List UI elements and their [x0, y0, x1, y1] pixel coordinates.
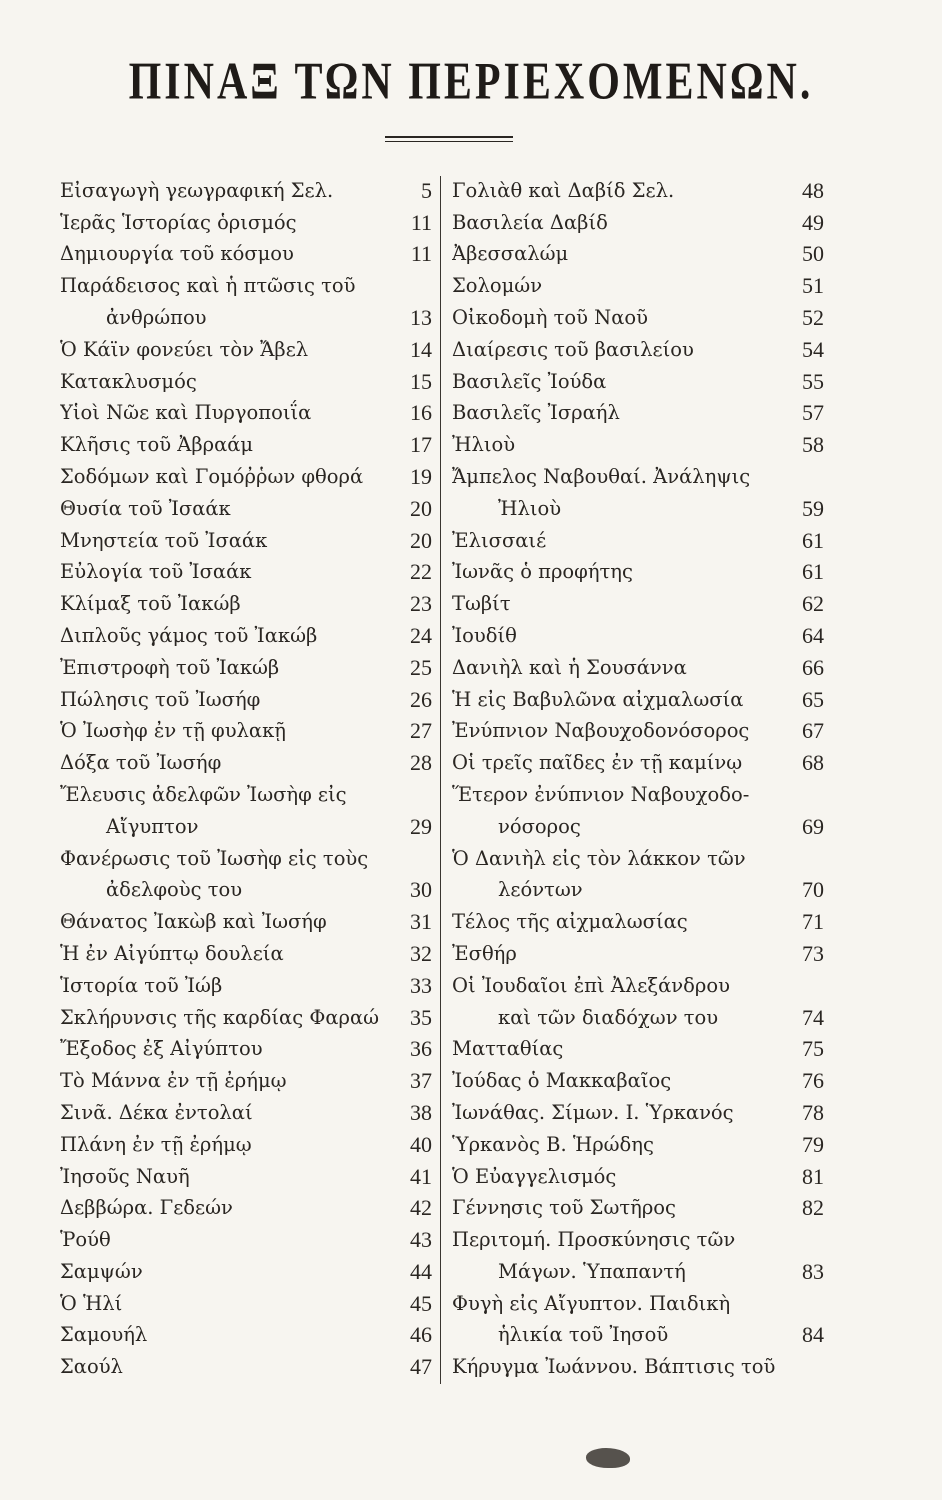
- contents-entry: [452, 204, 824, 236]
- entry-title: Οἱ τρεῖς παῖδες ἐν τῇ καμίνῳ: [452, 751, 743, 775]
- contents-entry: [60, 522, 432, 554]
- entry-page-number: 40: [410, 1131, 432, 1157]
- entry-page-number: 59: [802, 495, 824, 521]
- entry-page-number: 69: [802, 813, 824, 839]
- entry-page-number: 27: [410, 718, 432, 744]
- entry-title: Οἰκοδομὴ τοῦ Ναοῦ: [452, 305, 648, 329]
- contents-entry: [60, 204, 432, 236]
- ink-smudge: [586, 1448, 630, 1468]
- entry-title: Πλάνη ἐν τῇ ἐρήμῳ: [60, 1132, 252, 1156]
- entry-title: Ἔλευσις ἀδελφῶν Ἰωσὴφ εἰς: [60, 782, 347, 806]
- entry-title: Ὑρκανὸς Β. Ἡρώδης: [452, 1132, 654, 1156]
- entry-page-number: 29: [410, 813, 432, 839]
- entry-page-number: 24: [410, 622, 432, 648]
- entry-title: Σαούλ: [60, 1355, 123, 1379]
- contents-entry: [60, 1221, 432, 1253]
- contents-entry: [452, 1031, 824, 1063]
- contents-entry: [452, 808, 824, 840]
- entry-title: Ἰωνᾶς ὁ προφήτης: [452, 560, 633, 584]
- contents-entry: [60, 1348, 432, 1380]
- contents-entry: [452, 267, 824, 299]
- entry-title: Ἠλιοὺ: [452, 433, 516, 457]
- contents-entry: [60, 872, 432, 904]
- contents-entry: [60, 840, 432, 872]
- entry-title: Βασιλεῖς Ἰσραήλ: [452, 401, 620, 425]
- entry-title: καὶ τῶν διαδόχων του: [498, 1005, 719, 1029]
- contents-entry: [452, 426, 824, 458]
- title-rule-thin: [385, 141, 513, 142]
- contents-entry: [452, 1126, 824, 1158]
- entry-title: Διαίρεσις τοῦ βασιλείου: [452, 337, 694, 361]
- entry-page-number: 70: [802, 877, 824, 903]
- contents-entry: [60, 649, 432, 681]
- entry-page-number: 44: [410, 1258, 432, 1284]
- entry-title: Εἰσαγωγὴ γεωγραφική Σελ.: [60, 178, 334, 202]
- contents-entry: [60, 903, 432, 935]
- entry-title: Ὁ Δανιὴλ εἰς τὸν λάκκον τῶν: [452, 846, 746, 870]
- entry-page-number: 41: [410, 1163, 432, 1189]
- entry-title: ἡλικία τοῦ Ἰησοῦ: [498, 1323, 669, 1347]
- entry-title: Φυγὴ εἰς Αἴγυπτον. Παιδικὴ: [452, 1291, 731, 1315]
- contents-entry: [452, 649, 824, 681]
- entry-page-number: 50: [802, 241, 824, 267]
- entry-title: Ἕτερον ἐνύπνιον Ναβουχοδο-: [452, 782, 750, 806]
- entry-page-number: 67: [802, 718, 824, 744]
- contents-entry: [60, 363, 432, 395]
- entry-page-number: 68: [802, 750, 824, 776]
- entry-page-number: 62: [802, 591, 824, 617]
- entry-page-number: 23: [410, 591, 432, 617]
- entry-page-number: 79: [802, 1131, 824, 1157]
- contents-entry: [60, 681, 432, 713]
- entry-title: Ὁ Εὐαγγελισμός: [452, 1164, 617, 1188]
- contents-entry: [60, 331, 432, 363]
- entry-title: Σοδόμων καὶ Γομόῤῥων φθορά: [60, 464, 364, 488]
- entry-page-number: 73: [802, 940, 824, 966]
- contents-entry: [452, 617, 824, 649]
- entry-title: Αἴγυπτον: [106, 814, 199, 838]
- entry-title: λεόντων: [498, 878, 583, 902]
- entry-title: Ἐλισσαιέ: [452, 528, 547, 552]
- entry-title: Βασιλεία Δαβίδ: [452, 210, 608, 234]
- entry-page-number: 58: [802, 432, 824, 458]
- entry-title: Ματταθίας: [452, 1037, 564, 1061]
- contents-entry: [60, 808, 432, 840]
- contents-entry: [452, 776, 824, 808]
- entry-title: Βασιλεῖς Ἰούδα: [452, 369, 607, 393]
- contents-entry: [60, 1126, 432, 1158]
- entry-page-number: 81: [802, 1163, 824, 1189]
- contents-entry: [452, 522, 824, 554]
- contents-entry: [452, 490, 824, 522]
- contents-entry: [452, 395, 824, 427]
- entry-title: Εὐλογία τοῦ Ἰσαάκ: [60, 560, 252, 584]
- entry-page-number: 64: [802, 622, 824, 648]
- contents-entry: [452, 172, 824, 204]
- contents-entry: [452, 363, 824, 395]
- entry-title: Φανέρωσις τοῦ Ἰωσὴφ εἰς τοὺς: [60, 846, 369, 870]
- entry-page-number: 71: [802, 909, 824, 935]
- entry-title: Θάνατος Ἰακὼβ καὶ Ἰωσήφ: [60, 910, 327, 934]
- entry-title: Κλίμαξ τοῦ Ἰακώβ: [60, 592, 241, 616]
- entry-page-number: 65: [802, 686, 824, 712]
- entry-title: Γέννησις τοῦ Σωτῆρος: [452, 1196, 676, 1220]
- entry-page-number: 54: [802, 336, 824, 362]
- entry-title: Μνηστεία τοῦ Ἰσαάκ: [60, 528, 268, 552]
- contents-entry: [60, 554, 432, 586]
- contents-entry: [60, 713, 432, 745]
- entry-title: Ἠλιοὺ: [498, 496, 562, 520]
- entry-title: Σαμψών: [60, 1259, 143, 1283]
- entry-page-number: 31: [410, 909, 432, 935]
- entry-title: Ἐνύπνιον Ναβουχοδονόσορος: [452, 719, 750, 743]
- entry-page-number: 33: [410, 972, 432, 998]
- entry-title: Κήρυγμα Ἰωάννου. Βάπτισις τοῦ: [452, 1355, 776, 1379]
- contents-entry: [452, 585, 824, 617]
- entry-page-number: 42: [410, 1195, 432, 1221]
- entry-title: Ὁ Ἰωσὴφ ἐν τῇ φυλακῇ: [60, 719, 286, 743]
- entry-title: Τὸ Μάννα ἐν τῇ ἐρήμῳ: [60, 1069, 287, 1093]
- contents-entry: [60, 999, 432, 1031]
- entry-title: Ὁ Ἡλί: [60, 1291, 123, 1315]
- contents-entry: [60, 172, 432, 204]
- entry-title: Ἰούδας ὁ Μακκαβαῖος: [452, 1069, 672, 1093]
- entry-page-number: 74: [802, 1004, 824, 1030]
- entry-title: νόσορος: [498, 814, 581, 838]
- contents-entry: [452, 299, 824, 331]
- entry-title: Σκλήρυνσις τῆς καρδίας Φαραώ: [60, 1005, 380, 1029]
- entry-title: Ἔξοδος ἐξ Αἰγύπτου: [60, 1037, 263, 1061]
- entry-title: Ἱστορία τοῦ Ἰώβ: [60, 973, 223, 997]
- contents-entry: [60, 935, 432, 967]
- entry-page-number: 45: [410, 1290, 432, 1316]
- entry-title: Ἡ εἰς Βαβυλῶνα αἰχμαλωσία: [452, 687, 744, 711]
- contents-entry: [452, 554, 824, 586]
- contents-entry: [60, 967, 432, 999]
- entry-page-number: 76: [802, 1068, 824, 1094]
- entry-page-number: 48: [802, 177, 824, 203]
- contents-entry: [60, 299, 432, 331]
- entry-title: Ῥούθ: [60, 1228, 111, 1252]
- entry-page-number: 19: [410, 463, 432, 489]
- entry-page-number: 22: [410, 559, 432, 585]
- contents-entry: [60, 426, 432, 458]
- contents-entry: [452, 967, 824, 999]
- entry-title: Ἄμπελος Ναβουθαί. Ἀνάληψις: [452, 464, 751, 488]
- entry-page-number: 32: [410, 940, 432, 966]
- entry-title: Ἐπιστροφὴ τοῦ Ἰακώβ: [60, 655, 280, 679]
- contents-entry: [452, 713, 824, 745]
- entry-title: Δόξα τοῦ Ἰωσήφ: [60, 751, 222, 775]
- entry-title: Ἱερᾶς Ἱστορίας ὁρισμός: [60, 210, 297, 234]
- contents-entry: [452, 236, 824, 268]
- entry-page-number: 13: [410, 304, 432, 330]
- entry-page-number: 25: [410, 654, 432, 680]
- contents-entry: [452, 1094, 824, 1126]
- entry-title: Ἡ ἐν Αἰγύπτῳ δουλεία: [60, 941, 284, 965]
- entry-page-number: 46: [410, 1322, 432, 1348]
- contents-entry: [452, 744, 824, 776]
- entry-title: Τέλος τῆς αἰχμαλωσίας: [452, 910, 688, 934]
- entry-title: Γολιὰθ καὶ Δαβίδ Σελ.: [452, 178, 675, 202]
- contents-entry: [60, 267, 432, 299]
- entry-title: Τωβίτ: [452, 592, 511, 616]
- entry-title: Ἰουδίθ: [452, 623, 517, 647]
- contents-entry: [60, 1158, 432, 1190]
- entry-title: ἀδελφοὺς του: [106, 878, 243, 902]
- page-title: ΠΙΝΑΞ ΤΩΝ ΠΕΡΙΕΧΟΜΕΝΩΝ.: [128, 53, 814, 111]
- entry-title: Υἱοὶ Νῶε καὶ Πυργοποιΐα: [60, 401, 312, 425]
- entry-page-number: 15: [410, 368, 432, 394]
- entry-page-number: 78: [802, 1099, 824, 1125]
- contents-entry: [452, 1062, 824, 1094]
- entry-title: Σολομών: [452, 274, 543, 298]
- contents-entry: [60, 1190, 432, 1222]
- contents-entry: [60, 395, 432, 427]
- entry-page-number: 49: [802, 209, 824, 235]
- entry-title: Πώλησις τοῦ Ἰωσήφ: [60, 687, 261, 711]
- contents-left-column: [60, 172, 432, 1380]
- contents-entry: [452, 840, 824, 872]
- entry-title: Σινᾶ. Δέκα ἐντολαί: [60, 1100, 253, 1124]
- entry-page-number: 84: [802, 1322, 824, 1348]
- contents-entry: [452, 1221, 824, 1253]
- contents-entry: [452, 1190, 824, 1222]
- entry-page-number: 14: [410, 336, 432, 362]
- entry-page-number: 61: [802, 559, 824, 585]
- contents-entry: [60, 617, 432, 649]
- contents-entry: [452, 1348, 824, 1380]
- entry-page-number: 52: [802, 304, 824, 330]
- entry-page-number: 55: [802, 368, 824, 394]
- entry-page-number: 36: [410, 1036, 432, 1062]
- entry-title: Ὁ Κάϊν φονεύει τὸν Ἄβελ: [60, 337, 309, 361]
- contents-entry: [60, 458, 432, 490]
- contents-entry: [60, 236, 432, 268]
- entry-title: Περιτομή. Προσκύνησις τῶν: [452, 1228, 736, 1252]
- entry-title: Κατακλυσμός: [60, 369, 197, 393]
- entry-page-number: 5: [421, 177, 432, 203]
- contents-entry: [452, 999, 824, 1031]
- contents-entry: [60, 490, 432, 522]
- entry-title: Ἰωνάθας. Σίμων. Ι. Ὑρκανός: [452, 1100, 734, 1124]
- contents-entry: [452, 1285, 824, 1317]
- contents-entry: [60, 776, 432, 808]
- contents-entry: [60, 1031, 432, 1063]
- entry-page-number: 20: [410, 495, 432, 521]
- contents-entry: [60, 1285, 432, 1317]
- entry-page-number: 30: [410, 877, 432, 903]
- entry-page-number: 83: [802, 1258, 824, 1284]
- contents-entry: [452, 681, 824, 713]
- entry-page-number: 26: [410, 686, 432, 712]
- entry-title: Σαμουήλ: [60, 1323, 148, 1347]
- contents-entry: [60, 1317, 432, 1349]
- entry-title: Δανιὴλ καὶ ἡ Σουσάννα: [452, 655, 687, 679]
- entry-page-number: 51: [802, 273, 824, 299]
- entry-title: Παράδεισος καὶ ἡ πτῶσις τοῦ: [60, 274, 356, 298]
- contents-entry: [452, 1253, 824, 1285]
- contents-entry: [60, 744, 432, 776]
- entry-page-number: 35: [410, 1004, 432, 1030]
- contents-entry: [452, 872, 824, 904]
- entry-page-number: 11: [410, 241, 432, 267]
- contents-entry: [452, 458, 824, 490]
- contents-entry: [452, 1317, 824, 1349]
- entry-title: Ἀβεσσαλώμ: [452, 242, 569, 266]
- entry-page-number: 28: [410, 750, 432, 776]
- entry-title: Ἐσθήρ: [452, 941, 517, 965]
- entry-page-number: 16: [410, 400, 432, 426]
- contents-right-column: [452, 172, 824, 1380]
- contents-entry: [60, 1253, 432, 1285]
- entry-title: Μάγων. Ὑπαπαντή: [498, 1259, 686, 1283]
- entry-page-number: 37: [410, 1068, 432, 1094]
- entry-title: Οἱ Ἰουδαῖοι ἐπὶ Ἀλεξάνδρου: [452, 973, 730, 997]
- entry-title: Κλῆσις τοῦ Ἀβραάμ: [60, 433, 254, 457]
- contents-entry: [452, 331, 824, 363]
- title-rule: [385, 136, 513, 138]
- entry-title: Δημιουργία τοῦ κόσμου: [60, 242, 294, 266]
- entry-title: ἀνθρώπου: [106, 305, 207, 329]
- entry-page-number: 38: [410, 1099, 432, 1125]
- contents-entry: [452, 935, 824, 967]
- entry-title: Ἰησοῦς Ναυῆ: [60, 1164, 190, 1188]
- entry-page-number: 11: [410, 209, 432, 235]
- entry-title: Δεββώρα. Γεδεών: [60, 1196, 233, 1220]
- contents-entry: [452, 903, 824, 935]
- entry-page-number: 43: [410, 1227, 432, 1253]
- contents-entry: [60, 1062, 432, 1094]
- entry-page-number: 61: [802, 527, 824, 553]
- contents-entry: [60, 1094, 432, 1126]
- entry-title: Διπλοῦς γάμος τοῦ Ἰακώβ: [60, 623, 318, 647]
- column-divider: [440, 176, 441, 1384]
- contents-entry: [452, 1158, 824, 1190]
- entry-page-number: 66: [802, 654, 824, 680]
- entry-page-number: 57: [802, 400, 824, 426]
- entry-page-number: 17: [410, 432, 432, 458]
- entry-page-number: 82: [802, 1195, 824, 1221]
- entry-page-number: 47: [410, 1354, 432, 1380]
- entry-page-number: 75: [802, 1036, 824, 1062]
- contents-entry: [60, 585, 432, 617]
- entry-page-number: 20: [410, 527, 432, 553]
- entry-title: Θυσία τοῦ Ἰσαάκ: [60, 496, 231, 520]
